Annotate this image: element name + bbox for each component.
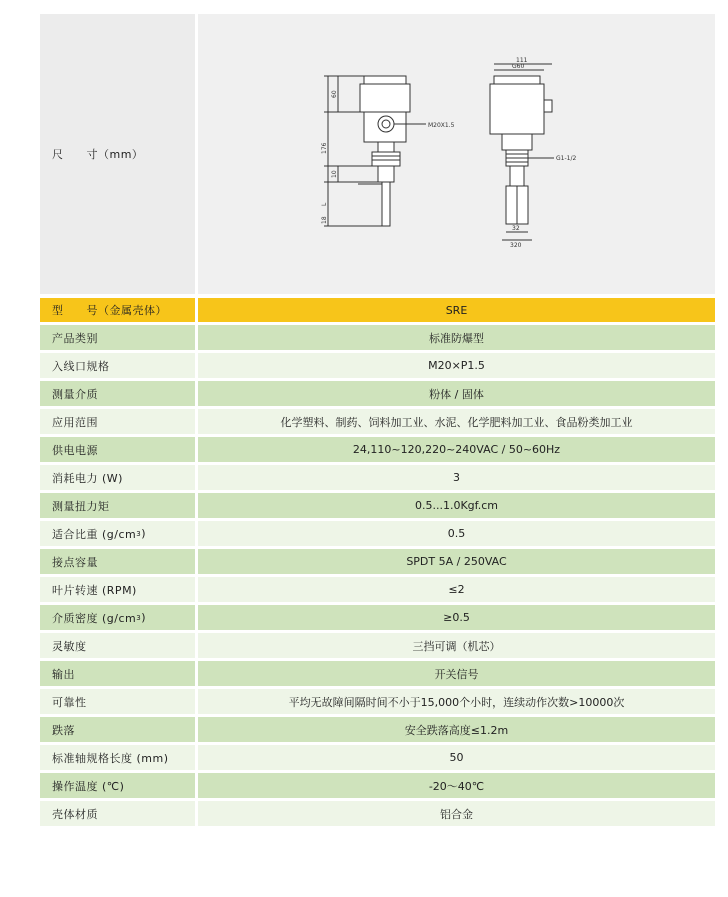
model-value: SRE [198,298,715,322]
spec-value: -20～40℃ [198,773,715,798]
spec-value: 标准防爆型 [198,325,715,350]
dimension-label: 60 [331,90,338,98]
dimension-label: L [321,202,328,206]
spec-label: 可靠性 [40,689,195,714]
spec-label: 介质密度 (g/cm 3 ) [40,605,195,630]
dimensions-row [40,14,715,294]
spec-label: 壳体材质 [40,801,195,826]
spec-label: 操作温度 (℃) [40,773,195,798]
spec-row [40,717,715,742]
spec-value: 安全跌落高度≤1.2m [198,717,715,742]
spec-row [40,605,715,630]
spec-row [40,773,715,798]
spec-label: 产品类别 [40,325,195,350]
spec-label: 供电电源 [40,437,195,462]
spec-row [40,577,715,602]
dimension-label: 111 [516,57,528,64]
spec-row [40,549,715,574]
spec-label: 输出 [40,661,195,686]
spec-value: 粉体 / 固体 [198,381,715,406]
dimensions-label: 尺 寸（mm） [40,14,195,294]
spec-value: 平均无故障间隔时间不小于15,000个小时，连续动作次数>10000次 [198,689,715,714]
dimension-label: G1-1/2 [556,155,577,162]
dimension-label: 320 [510,242,522,249]
spec-label: 测量扭力矩 [40,493,195,518]
spec-value: 化学塑料、制药、饲料加工业、水泥、化学肥料加工业、食品粉类加工业 [198,409,715,434]
spec-table [40,14,715,829]
spec-row [40,745,715,770]
spec-label: 跌落 [40,717,195,742]
spec-value: 24,110~120,220~240VAC / 50~60Hz [198,437,715,462]
spec-value: 铝合金 [198,801,715,826]
model-header-row [40,298,715,322]
spec-label: 消耗电力 (W) [40,465,195,490]
spec-row [40,633,715,658]
dimension-label: 32 [512,225,520,232]
spec-row [40,437,715,462]
spec-row [40,493,715,518]
spec-label: 灵敏度 [40,633,195,658]
dimension-label: 18 [321,216,328,224]
spec-label: 标准轴规格长度 (mm) [40,745,195,770]
spec-value: 50 [198,745,715,770]
spec-value: 开关信号 [198,661,715,686]
spec-label: 叶片转速 (RPM) [40,577,195,602]
spec-value: 0.5...1.0Kgf.cm [198,493,715,518]
dimension-label: G60 [512,63,525,70]
spec-value: SPDT 5A / 250VAC [198,549,715,574]
spec-row [40,325,715,350]
spec-row [40,381,715,406]
spec-row [40,465,715,490]
spec-label: 适合比重 (g/cm 3 ) [40,521,195,546]
spec-label: 测量介质 [40,381,195,406]
spec-row [40,689,715,714]
dimension-drawing-cell [198,14,715,294]
model-label: 型 号（金属壳体） [40,298,195,322]
dimension-drawing [298,54,658,254]
spec-row [40,521,715,546]
spec-value: ≤2 [198,577,715,602]
spec-row [40,661,715,686]
spec-value: 3 [198,465,715,490]
thread-label: M20X1.5 [428,122,455,129]
spec-value: 三挡可调（机芯） [198,633,715,658]
spec-row [40,353,715,378]
spec-value: ≥0.5 [198,605,715,630]
spec-label: 入线口规格 [40,353,195,378]
spec-row [40,409,715,434]
spec-label: 应用范围 [40,409,195,434]
dimension-label: 176 [321,142,328,154]
dimension-label: 10 [331,170,338,178]
spec-value: M20×P1.5 [198,353,715,378]
spec-label: 接点容量 [40,549,195,574]
spec-value: 0.5 [198,521,715,546]
spec-row [40,801,715,826]
